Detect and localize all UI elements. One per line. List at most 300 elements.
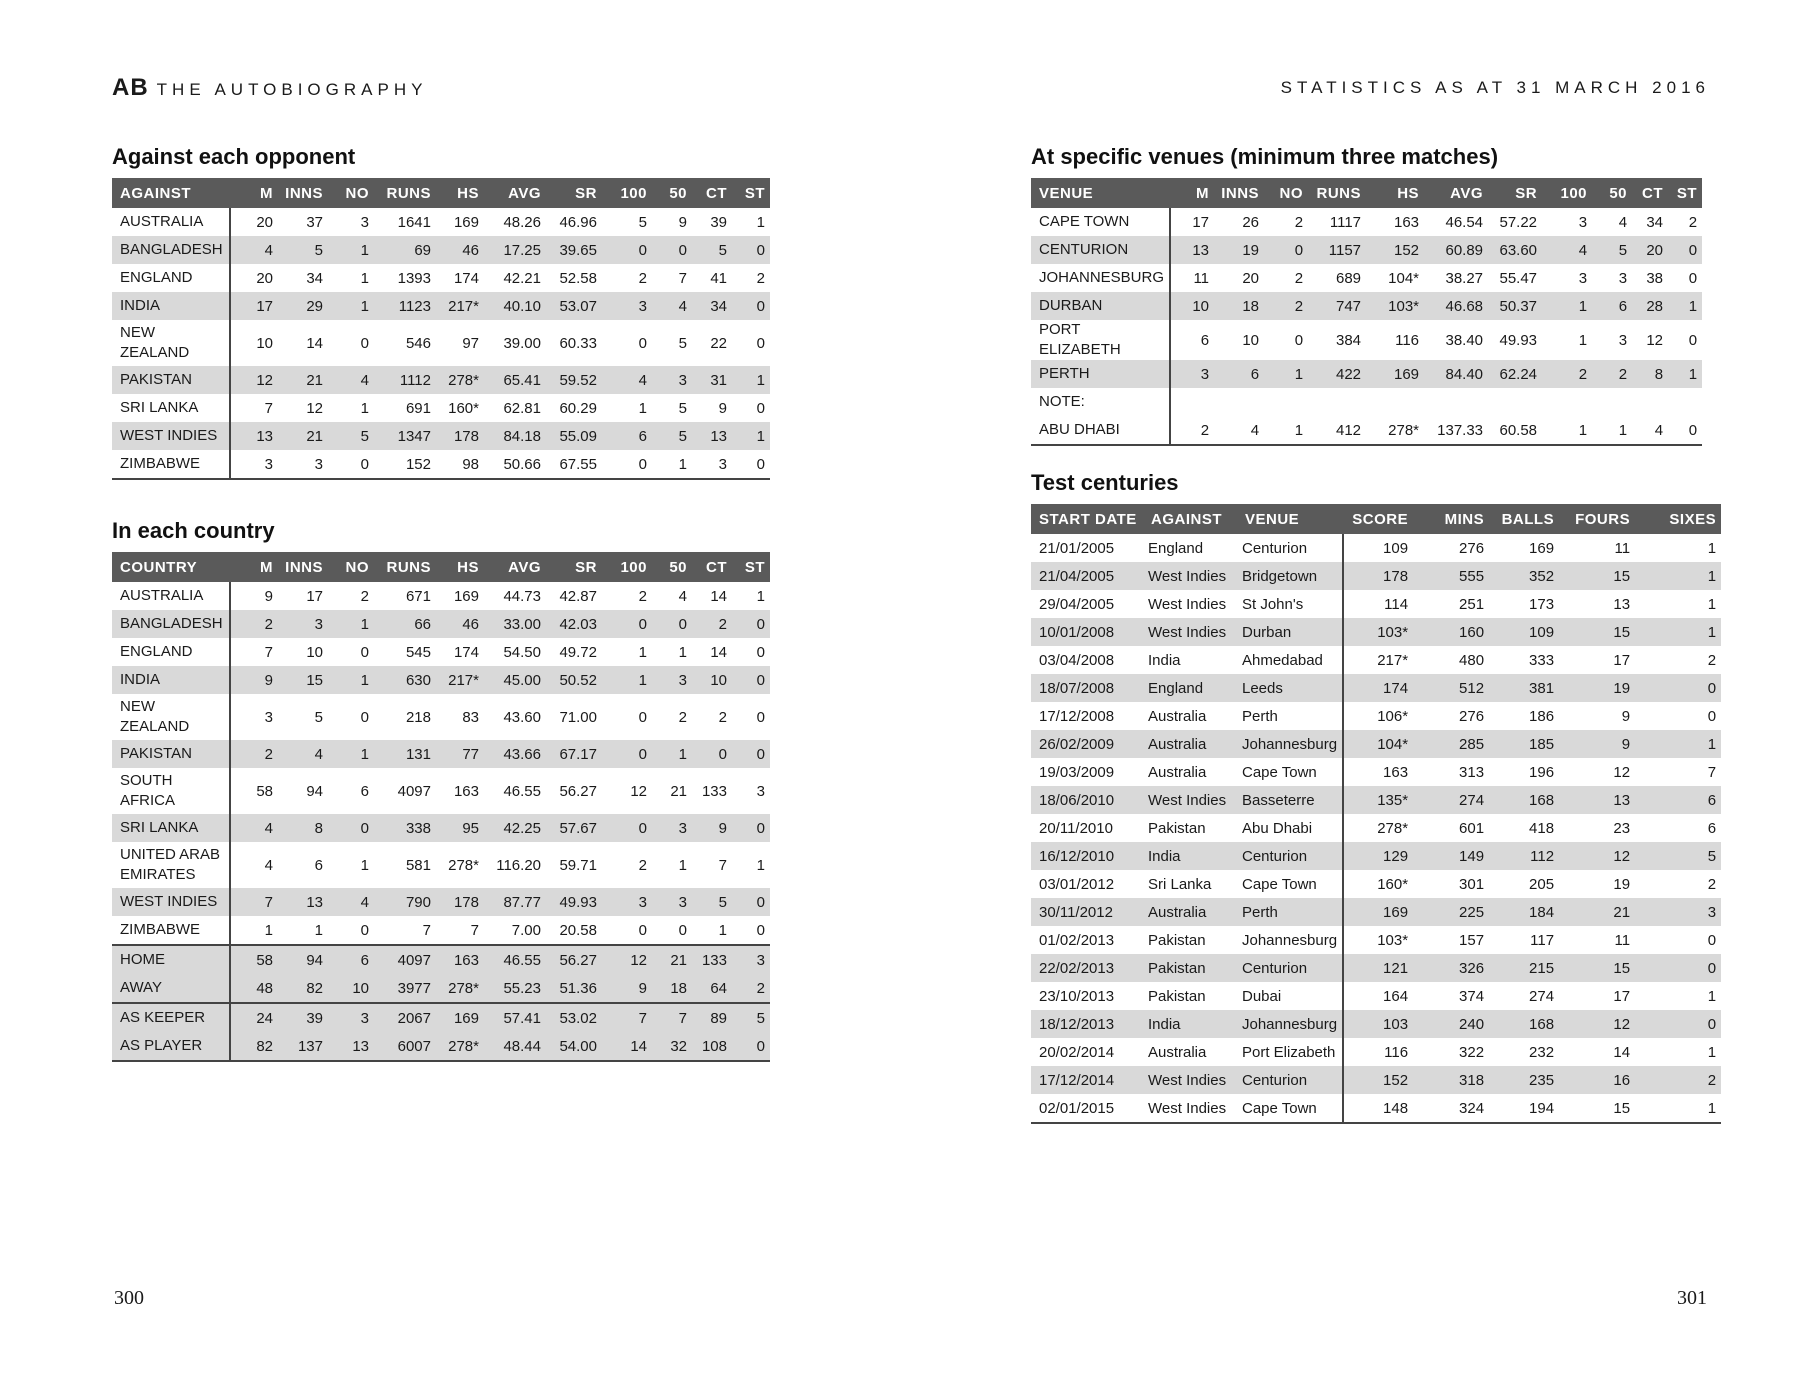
- stat-cell: 4: [230, 236, 278, 264]
- score-cell: 278*: [1377, 819, 1409, 837]
- stat-cell: 1112: [374, 366, 436, 394]
- stat-cell: 10: [1170, 292, 1214, 320]
- score-cell: 103: [1343, 1010, 1413, 1038]
- stat-cell: 21: [670, 782, 687, 800]
- stat-cell: 5: [328, 422, 374, 450]
- mins-cell: 601: [1459, 819, 1485, 837]
- table-row: [1031, 786, 1721, 814]
- stat-cell: 6: [360, 782, 369, 800]
- stat-cell: 3977: [374, 974, 436, 1003]
- stat-cell: 97: [462, 334, 479, 352]
- stat-cell: 7: [602, 1003, 652, 1032]
- stat-cell: 218: [405, 708, 431, 726]
- stat-cell: 1: [732, 366, 770, 394]
- stat-cell: 5: [692, 236, 732, 264]
- date-cell: 17/12/2014: [1031, 1066, 1143, 1094]
- stat-cell: 60.89: [1424, 236, 1488, 264]
- stat-cell: 54.00: [546, 1032, 602, 1061]
- column-header: ST: [732, 178, 770, 208]
- stat-cell: 278*: [448, 856, 479, 874]
- stat-cell: 5: [692, 888, 732, 916]
- sixes-cell: 1: [1707, 1043, 1717, 1061]
- stat-cell: 2: [638, 269, 647, 287]
- stat-cell: 1: [718, 921, 727, 939]
- stat-cell: 1: [638, 643, 647, 661]
- stat-cell: 2: [718, 708, 727, 726]
- table-row: [112, 610, 770, 638]
- row-label: NEW ZEALAND: [112, 320, 230, 366]
- column-header: FOURS: [1559, 504, 1635, 534]
- stat-cell: 169: [1366, 360, 1424, 388]
- date-cell: 03/01/2012: [1039, 875, 1115, 893]
- stat-cell: 169: [453, 587, 479, 605]
- venue-cell: Port Elizabeth: [1237, 1038, 1343, 1066]
- fours-cell: 15: [1559, 954, 1635, 982]
- stat-cell: 1117: [1329, 213, 1362, 231]
- opponent-cell: England: [1148, 539, 1204, 557]
- table-row: [112, 320, 770, 366]
- mins-cell: 512: [1413, 674, 1489, 702]
- stat-cell: 3: [652, 888, 692, 916]
- stat-cell: 691: [405, 399, 431, 417]
- date-cell: 18/07/2008: [1031, 674, 1143, 702]
- stat-cell: 9: [230, 666, 278, 694]
- stat-cell: 98: [462, 455, 479, 473]
- stat-cell: 1: [360, 399, 369, 417]
- stat-cell: 39.00: [503, 334, 541, 352]
- opponent-cell: Pakistan: [1148, 987, 1206, 1005]
- opponent-cell: Australia: [1148, 763, 1207, 781]
- stat-cell: 39: [710, 213, 727, 231]
- venue-cell: Johannesburg: [1237, 926, 1343, 954]
- row-label: PORT ELIZABETH: [1031, 320, 1170, 360]
- balls-cell: 333: [1529, 651, 1555, 669]
- stat-cell: 3: [718, 455, 727, 473]
- balls-cell: 173: [1529, 595, 1555, 613]
- table-row: [1031, 646, 1721, 674]
- table-row: [112, 236, 770, 264]
- stat-cell: 50.66: [503, 455, 541, 473]
- balls-cell: 194: [1529, 1099, 1555, 1117]
- stat-cell: 0: [732, 888, 770, 916]
- stat-cell: 0: [652, 236, 692, 264]
- row-label: AS KEEPER: [112, 1003, 230, 1032]
- stat-cell: 0: [638, 455, 647, 473]
- stat-cell: 3: [360, 213, 369, 231]
- centuries-title: Test centuries: [1031, 470, 1179, 495]
- column-header: ST: [732, 552, 770, 582]
- stat-cell: 3: [314, 455, 323, 473]
- stat-cell: 1: [1668, 360, 1702, 388]
- stat-cell: 14: [306, 334, 323, 352]
- stat-cell: 21: [652, 945, 692, 974]
- column-header: CT: [692, 178, 732, 208]
- stat-cell: 4: [328, 366, 374, 394]
- stat-cell: 2: [1688, 213, 1698, 231]
- stat-cell: 0: [732, 666, 770, 694]
- stat-cell: 20: [256, 213, 273, 231]
- column-header: COUNTRY: [112, 552, 230, 582]
- mins-cell: 276: [1459, 707, 1485, 725]
- page-number-right: 301: [1677, 1287, 1707, 1309]
- stat-cell: 95: [436, 814, 484, 842]
- empty-cell: [1366, 388, 1424, 416]
- table-row: [112, 974, 770, 1003]
- stat-cell: 1: [638, 399, 647, 417]
- stat-cell: 62.24: [1488, 360, 1542, 388]
- score-cell: 114: [1384, 595, 1409, 613]
- sixes-cell: 1: [1707, 539, 1717, 557]
- stat-cell: 137.33: [1437, 421, 1484, 439]
- stat-cell: 2: [638, 587, 647, 605]
- table-row: [1031, 360, 1702, 388]
- column-header: AVG: [1424, 178, 1488, 208]
- column-header: INNS: [278, 178, 328, 208]
- mins-cell: 251: [1459, 595, 1485, 613]
- stat-cell: 0: [1688, 421, 1698, 439]
- stat-cell: 8: [278, 814, 328, 842]
- balls-cell: 186: [1529, 707, 1555, 725]
- stat-cell: 33.00: [484, 610, 546, 638]
- column-header: 100: [602, 552, 652, 582]
- column-header: MINS: [1413, 504, 1489, 534]
- stat-cell: 545: [405, 643, 431, 661]
- stat-cell: 3: [756, 782, 765, 800]
- mins-cell: 324: [1459, 1099, 1485, 1117]
- sixes-cell: 6: [1707, 819, 1717, 837]
- sixes-cell: 0: [1707, 707, 1717, 725]
- stat-cell: 3: [1618, 331, 1628, 349]
- score-cell: 121: [1343, 954, 1413, 982]
- date-cell: 21/01/2005: [1039, 539, 1115, 557]
- stat-cell: 10: [306, 643, 323, 661]
- venue-cell: Perth: [1237, 898, 1343, 926]
- column-header: BALLS: [1489, 504, 1559, 534]
- table-row: [1031, 702, 1721, 730]
- stat-cell: 2: [230, 610, 278, 638]
- stat-cell: 0: [756, 455, 765, 473]
- stat-cell: 26: [1242, 213, 1260, 231]
- table-row: [1031, 236, 1702, 264]
- stat-cell: 21: [278, 366, 328, 394]
- opponent-cell: Australia: [1143, 898, 1237, 926]
- column-header: START DATE: [1031, 504, 1143, 534]
- sixes-cell: 5: [1635, 842, 1721, 870]
- row-label: PERTH: [1031, 360, 1170, 388]
- empty-cell: [1308, 388, 1366, 416]
- mins-cell: 480: [1459, 651, 1485, 669]
- balls-cell: 112: [1489, 842, 1559, 870]
- stat-cell: 790: [374, 888, 436, 916]
- balls-cell: 215: [1489, 954, 1559, 982]
- table-row: [1031, 1066, 1721, 1094]
- stat-cell: 103*: [1366, 292, 1424, 320]
- table-row: [112, 208, 770, 236]
- stat-cell: 2: [638, 856, 647, 874]
- stat-cell: 0: [602, 236, 652, 264]
- stat-cell: 7: [230, 888, 278, 916]
- stat-cell: 13: [1170, 236, 1214, 264]
- table-row: [1031, 758, 1721, 786]
- stat-cell: 56.27: [546, 945, 602, 974]
- mins-cell: 157: [1459, 931, 1485, 949]
- stat-cell: 43.66: [484, 740, 546, 768]
- mins-cell: 225: [1413, 898, 1489, 926]
- countries-section: [112, 518, 770, 1062]
- fours-cell: 12: [1559, 842, 1635, 870]
- date-cell: 29/04/2005: [1039, 595, 1115, 613]
- table-row: [112, 842, 770, 888]
- fours-cell: 15: [1613, 1099, 1631, 1117]
- stat-cell: 0: [1668, 236, 1702, 264]
- table-row: [112, 450, 770, 479]
- table-row: [1031, 674, 1721, 702]
- venues-title: At specific venues (minimum three matches): [1031, 144, 1499, 169]
- fours-cell: 14: [1613, 1043, 1631, 1061]
- right-page: [903, 0, 1807, 1382]
- stat-cell: 6: [1200, 331, 1210, 349]
- table-row: [112, 394, 770, 422]
- row-label: ZIMBABWE: [112, 916, 230, 945]
- score-cell: 129: [1343, 842, 1413, 870]
- sixes-cell: 1: [1707, 987, 1717, 1005]
- stat-cell: 4097: [374, 945, 436, 974]
- stat-cell: 57.67: [546, 814, 602, 842]
- venue-cell: Bridgetown: [1237, 562, 1343, 590]
- mins-cell: 313: [1459, 763, 1485, 781]
- stat-cell: 42.25: [484, 814, 546, 842]
- stat-cell: 133: [692, 945, 732, 974]
- stat-cell: 51.36: [546, 974, 602, 1003]
- row-label: WEST INDIES: [112, 422, 230, 450]
- stat-cell: 60.58: [1499, 421, 1538, 439]
- stat-cell: 0: [1688, 331, 1698, 349]
- table-row: [112, 888, 770, 916]
- score-cell: 109: [1383, 539, 1409, 557]
- stat-cell: 14: [710, 643, 727, 661]
- venue-cell: Johannesburg: [1237, 1010, 1343, 1038]
- table-row: [112, 1032, 770, 1061]
- note-label: NOTE:: [1031, 388, 1170, 416]
- stat-cell: 7: [470, 921, 479, 939]
- column-header: VENUE: [1031, 178, 1170, 208]
- balls-cell: 205: [1529, 875, 1555, 893]
- stat-cell: 5: [1592, 236, 1632, 264]
- stat-cell: 1157: [1308, 236, 1366, 264]
- table-row: [112, 292, 770, 320]
- book-initials: AB: [112, 74, 149, 101]
- mins-cell: 374: [1459, 987, 1485, 1005]
- fours-cell: 9: [1621, 707, 1631, 725]
- column-header: AGAINST: [1143, 504, 1237, 534]
- stat-cell: 1: [602, 666, 652, 694]
- score-cell: 116: [1384, 1043, 1409, 1061]
- stat-cell: 2: [360, 587, 369, 605]
- stat-cell: 38: [1646, 269, 1664, 287]
- opponent-cell: Australia: [1148, 707, 1207, 725]
- sixes-cell: 3: [1635, 898, 1721, 926]
- stat-cell: 82: [230, 1032, 278, 1061]
- stat-cell: 0: [602, 814, 652, 842]
- stat-cell: 66: [374, 610, 436, 638]
- sixes-cell: 0: [1707, 931, 1717, 949]
- stat-cell: 44.73: [503, 587, 541, 605]
- row-label: ZIMBABWE: [112, 450, 230, 479]
- stat-cell: 0: [328, 814, 374, 842]
- venue-cell: Centurion: [1237, 954, 1343, 982]
- mins-cell: 240: [1413, 1010, 1489, 1038]
- column-header: INNS: [278, 552, 328, 582]
- stat-cell: 1: [732, 422, 770, 450]
- stat-cell: 1: [328, 236, 374, 264]
- row-label: SRI LANKA: [112, 814, 230, 842]
- stat-cell: 20: [256, 269, 273, 287]
- stat-cell: 3: [1618, 269, 1628, 287]
- score-cell: 152: [1343, 1066, 1413, 1094]
- stat-cell: 37: [306, 213, 323, 231]
- stat-cell: 9: [602, 974, 652, 1003]
- book-title: THE AUTOBIOGRAPHY: [156, 80, 428, 99]
- stat-cell: 0: [1294, 331, 1304, 349]
- stat-cell: 46.55: [484, 945, 546, 974]
- table-row: [1031, 416, 1702, 445]
- venue-cell: Centurion: [1237, 534, 1343, 562]
- stat-cell: 217*: [436, 292, 484, 320]
- stat-cell: 163: [1394, 213, 1420, 231]
- table-row: [1031, 870, 1721, 898]
- stat-cell: 17: [230, 292, 278, 320]
- stat-cell: 9: [692, 814, 732, 842]
- stat-cell: 412: [1336, 421, 1362, 439]
- stat-cell: 50.37: [1488, 292, 1542, 320]
- opponent-cell: Sri Lanka: [1148, 875, 1212, 893]
- stat-cell: 6007: [374, 1032, 436, 1061]
- mins-cell: 276: [1459, 539, 1485, 557]
- stat-cell: 3: [652, 366, 692, 394]
- date-cell: 30/11/2012: [1031, 898, 1143, 926]
- column-header: INNS: [1214, 178, 1264, 208]
- stat-cell: 0: [1264, 236, 1308, 264]
- stat-cell: 56.27: [559, 782, 597, 800]
- sixes-cell: 1: [1707, 595, 1717, 613]
- stat-cell: 60.29: [559, 399, 597, 417]
- stat-cell: 46.55: [503, 782, 541, 800]
- row-label: NEW ZEALAND: [112, 694, 230, 740]
- stat-cell: 1: [756, 213, 765, 231]
- date-cell: 19/03/2009: [1039, 763, 1115, 781]
- table-row: [112, 638, 770, 666]
- stat-cell: 64: [692, 974, 732, 1003]
- score-cell: 174: [1343, 674, 1413, 702]
- table-row: [1031, 320, 1702, 360]
- stat-cell: 0: [360, 643, 369, 661]
- score-cell: 104*: [1343, 730, 1413, 758]
- table-row: [112, 814, 770, 842]
- stat-cell: 71.00: [559, 708, 597, 726]
- column-header: SCORE: [1343, 504, 1413, 534]
- date-cell: 20/11/2010: [1039, 819, 1113, 837]
- stat-cell: 32: [652, 1032, 692, 1061]
- venue-cell: Ahmedabad: [1237, 646, 1343, 674]
- score-cell: 163: [1383, 763, 1409, 781]
- column-header: M: [230, 552, 278, 582]
- opponent-cell: Australia: [1143, 730, 1237, 758]
- stat-cell: 0: [732, 236, 770, 264]
- stat-cell: 38.27: [1445, 269, 1484, 287]
- balls-cell: 117: [1530, 931, 1555, 949]
- column-header: HS: [1366, 178, 1424, 208]
- stat-cell: 6: [328, 945, 374, 974]
- stat-cell: 13: [328, 1032, 374, 1061]
- table-row: [1031, 264, 1702, 292]
- column-header: 50: [652, 552, 692, 582]
- stat-cell: 42.87: [559, 587, 597, 605]
- row-label: SRI LANKA: [112, 394, 230, 422]
- sixes-cell: 2: [1707, 875, 1717, 893]
- row-label: CENTURION: [1031, 236, 1170, 264]
- stat-cell: 0: [602, 740, 652, 768]
- stat-cell: 11: [1193, 269, 1210, 287]
- stat-cell: 0: [756, 708, 765, 726]
- stat-cell: 1: [328, 740, 374, 768]
- stat-cell: 58: [256, 782, 273, 800]
- stat-cell: 0: [756, 921, 765, 939]
- stat-cell: 55.47: [1499, 269, 1538, 287]
- venue-cell: Durban: [1237, 618, 1343, 646]
- stat-cell: 7.00: [511, 921, 541, 939]
- stat-cell: 5: [638, 213, 647, 231]
- column-header: ST: [1668, 178, 1702, 208]
- opponent-cell: Pakistan: [1148, 819, 1206, 837]
- stat-cell: 104*: [1388, 269, 1420, 287]
- sixes-cell: 1: [1635, 618, 1721, 646]
- stat-cell: 5: [314, 708, 323, 726]
- row-label: ENGLAND: [112, 264, 230, 292]
- stat-cell: 49.72: [559, 643, 597, 661]
- stat-cell: 0: [360, 921, 369, 939]
- stat-cell: 630: [374, 666, 436, 694]
- stat-cell: 116.20: [496, 856, 541, 874]
- stat-cell: 689: [1336, 269, 1362, 287]
- date-cell: 01/02/2013: [1039, 931, 1115, 949]
- stat-cell: 8: [1632, 360, 1668, 388]
- stat-cell: 84.18: [484, 422, 546, 450]
- stat-cell: 9: [264, 587, 273, 605]
- mins-cell: 301: [1459, 875, 1485, 893]
- stat-cell: 39: [278, 1003, 328, 1032]
- stat-cell: 422: [1308, 360, 1366, 388]
- column-header: NO: [328, 178, 374, 208]
- stat-cell: 10: [1242, 331, 1260, 349]
- table-row: [1031, 842, 1721, 870]
- stat-cell: 1: [1264, 360, 1308, 388]
- stat-cell: 0: [360, 334, 369, 352]
- stat-cell: 0: [756, 334, 765, 352]
- empty-cell: [1424, 388, 1488, 416]
- stat-cell: 131: [374, 740, 436, 768]
- row-label: AUSTRALIA: [112, 582, 230, 610]
- stat-cell: 1: [360, 269, 369, 287]
- stat-cell: 67.17: [546, 740, 602, 768]
- column-header: CT: [1632, 178, 1668, 208]
- stat-cell: 3: [264, 455, 273, 473]
- stat-cell: 55.23: [484, 974, 546, 1003]
- stat-cell: 48: [230, 974, 278, 1003]
- centuries-table: [1031, 504, 1721, 1124]
- running-head-right: STATISTICS AS AT 31 MARCH 2016: [1280, 78, 1710, 97]
- fours-cell: 12: [1559, 1010, 1635, 1038]
- stat-cell: 7: [264, 643, 273, 661]
